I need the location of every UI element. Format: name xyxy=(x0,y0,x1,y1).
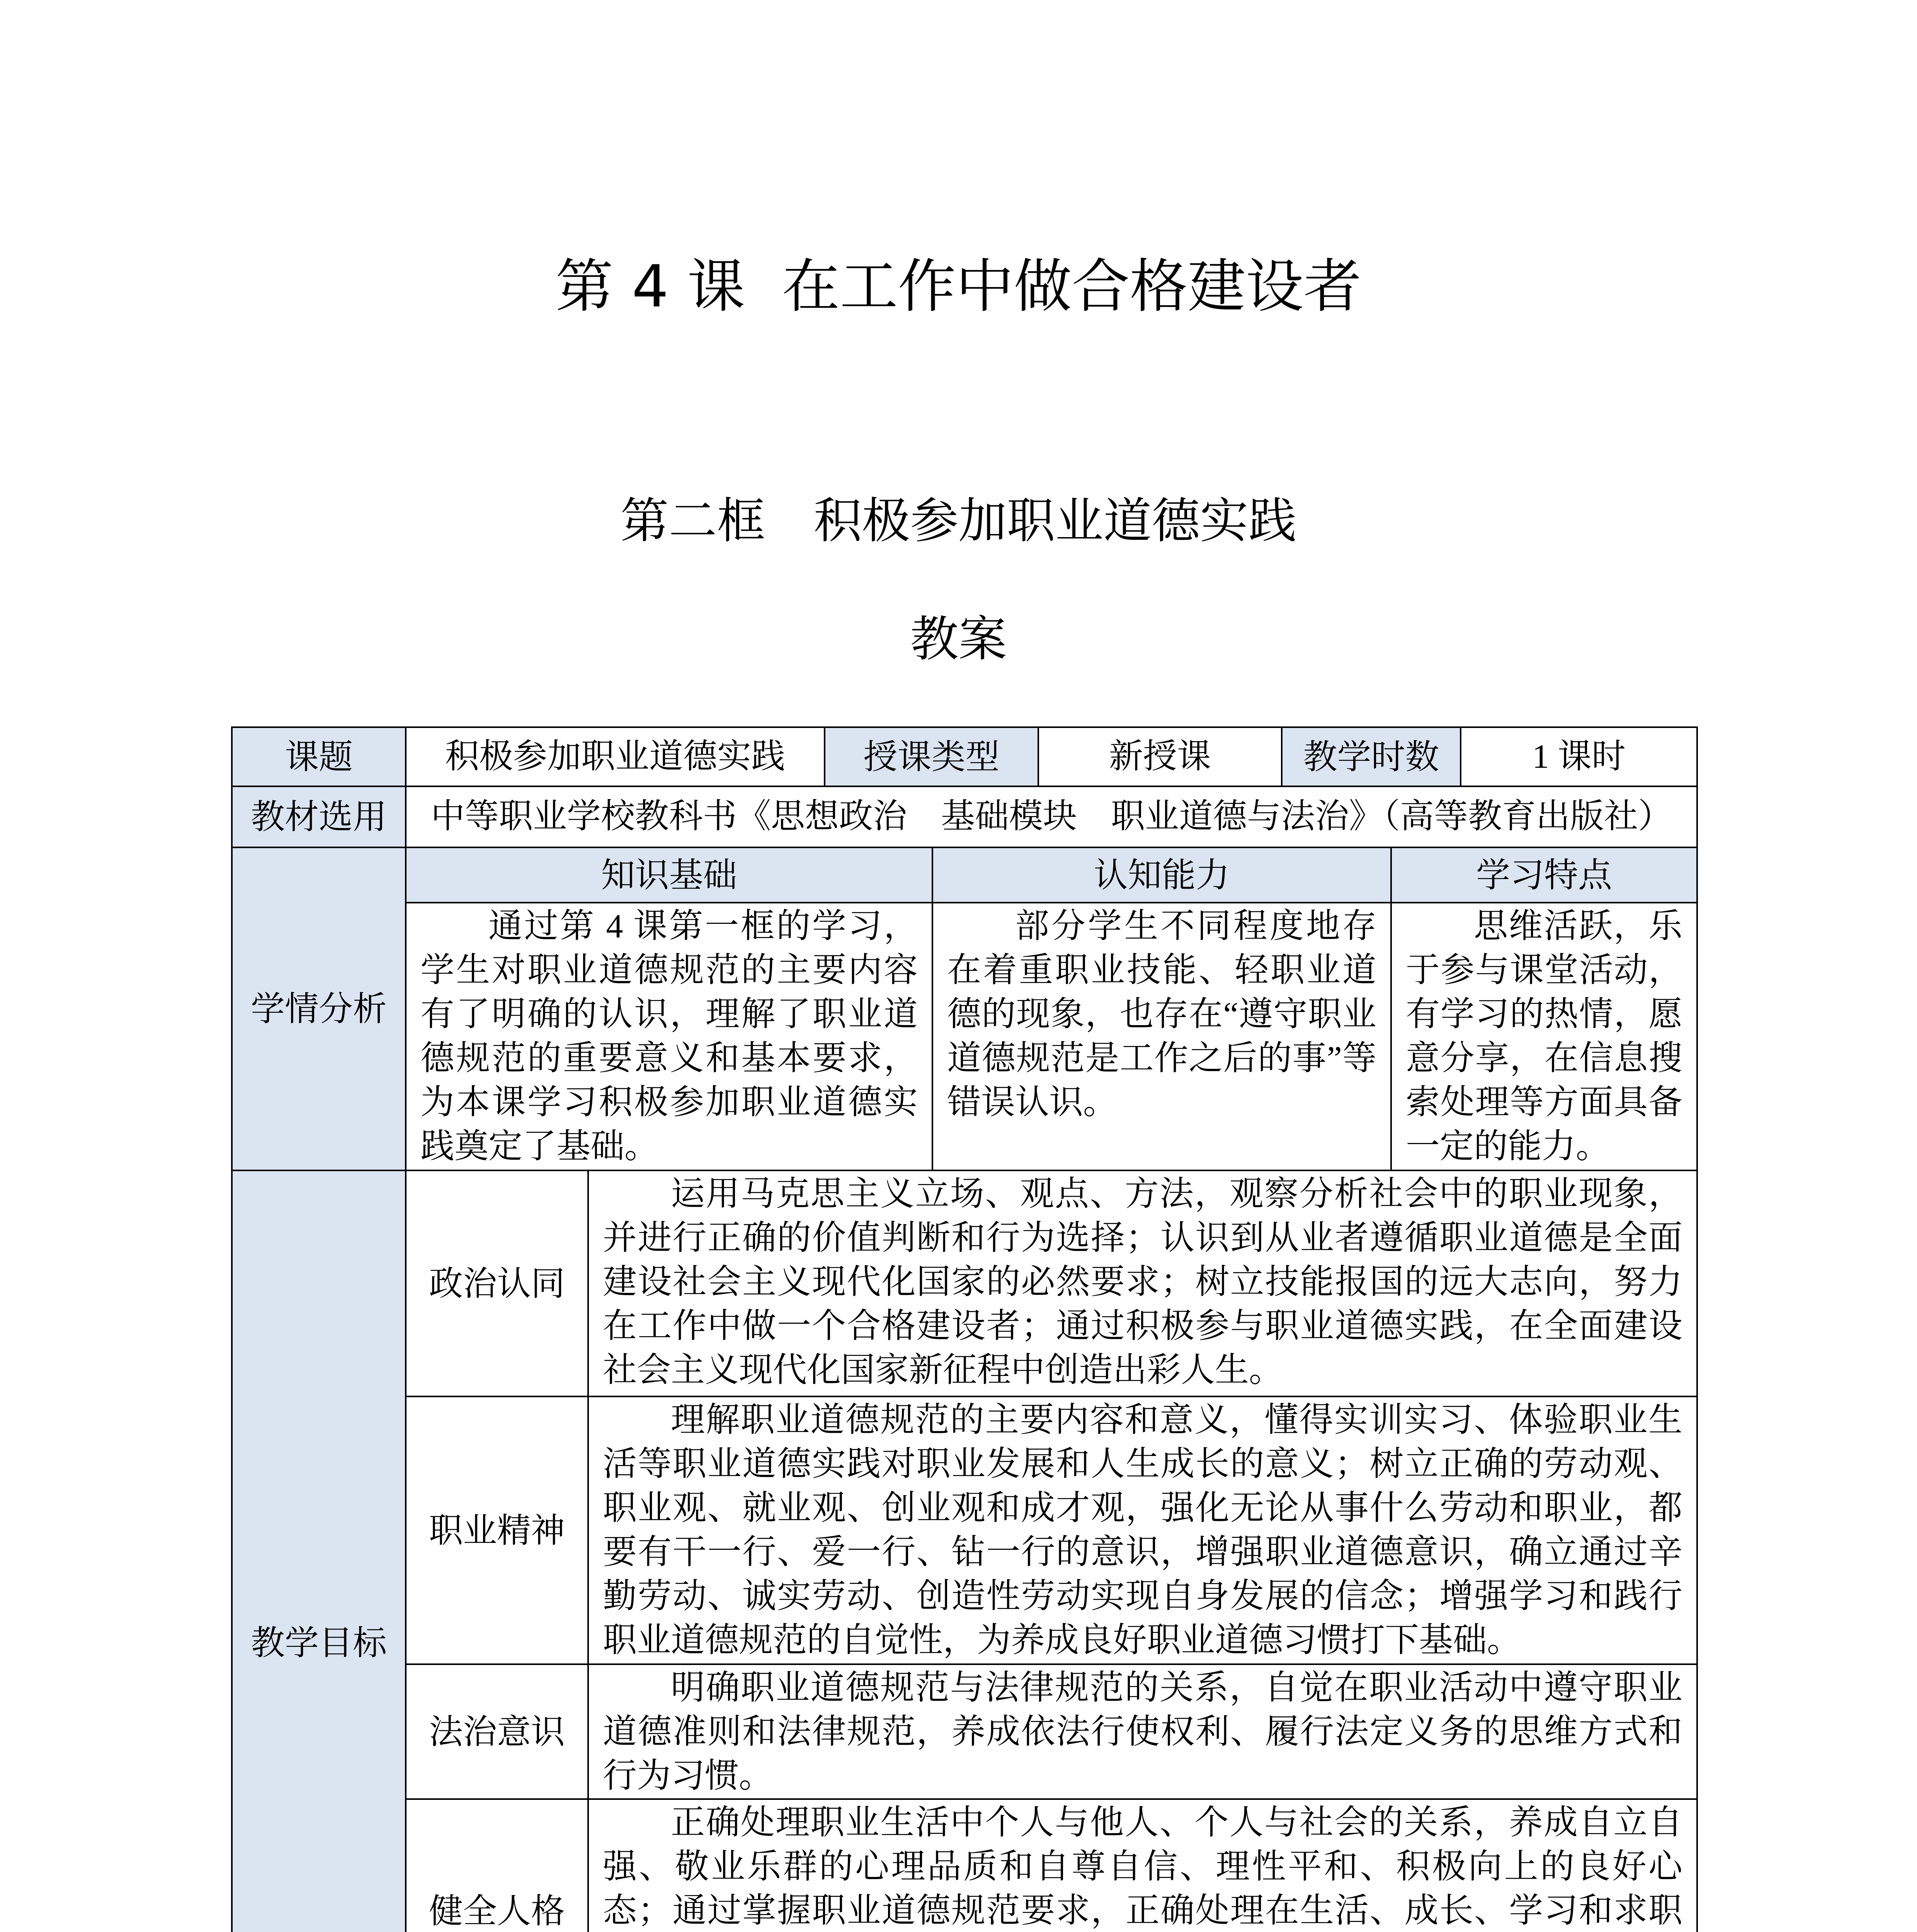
objective-text-professional-spirit: 理解职业道德规范的主要内容和意义，懂得实训实习、体验职业生活等职业道德实践对职业发展和人生成长的意义；树立正确的劳动观、职业观、就业观、创业观和成才观，强化无论从事什么劳动和职业，都要有干一行、爱一行、钻一行的意识，增强职业道德意识，确立通过辛勤劳动、诚实劳动、创造性劳动实现自身发展的信念；增强学习和践行职业道德规范的自觉性，为养成良好职业道德习惯打下基础。 xyxy=(588,1396,1697,1664)
table-row-objective xyxy=(232,1799,1697,1932)
cognitive-ability-text: 部分学生不同程度地存在着重职业技能、轻职业道德的现象，也存在“遵守职业道德规范是工作之后的事”等错误认识。 xyxy=(932,903,1391,1170)
table-row-objective xyxy=(232,1170,1697,1396)
table-row-textbook xyxy=(232,786,1697,847)
topic-label: 课题 xyxy=(232,727,406,786)
student-analysis-label: 学情分析 xyxy=(232,847,406,1170)
teaching-objectives-label: 教学目标 xyxy=(232,1170,406,1932)
objective-label-professional-spirit: 职业精神 xyxy=(406,1396,588,1664)
document-type-heading: 教案 xyxy=(910,611,1007,667)
objective-text-rule-of-law: 明确职业道德规范与法律规范的关系，自觉在职业活动中遵守职业道德准则和法律规范，养成依法行使权利、履行法定义务的思维方式和行为习惯。 xyxy=(588,1664,1697,1799)
objective-label-rule-of-law: 法治意识 xyxy=(406,1664,588,1799)
teaching-hours-value: 1 课时 xyxy=(1461,727,1697,786)
objective-label-sound-personality: 健全人格 xyxy=(406,1799,588,1932)
table-row-topic xyxy=(232,727,1697,786)
lesson-title: 第 4 课 在工作中做合格建设者 xyxy=(555,253,1362,320)
section-subtitle: 第二框 积极参加职业道德实践 xyxy=(620,493,1297,549)
lesson-type-label: 授课类型 xyxy=(825,727,1038,786)
cognitive-ability-header: 认知能力 xyxy=(932,847,1391,903)
textbook-value: 中等职业学校教科书《思想政治 基础模块 职业道德与法治》（高等教育出版社） xyxy=(406,786,1697,847)
knowledge-base-text: 通过第 4 课第一框的学习，学生对职业道德规范的主要内容有了明确的认识，理解了职业道德规范的重要意义和基本要求，为本课学习积极参加职业道德实践奠定了基础。 xyxy=(406,903,932,1170)
table-row-student-analysis-content xyxy=(232,903,1697,1170)
table-row-student-analysis-headers xyxy=(232,847,1697,903)
learning-traits-text: 思维活跃，乐于参与课堂活动，有学习的热情，愿意分享，在信息搜索处理等方面具备一定的能力。 xyxy=(1391,903,1697,1170)
textbook-label: 教材选用 xyxy=(232,786,406,847)
lesson-plan-table xyxy=(231,726,1698,1932)
teaching-hours-label: 教学时数 xyxy=(1282,727,1461,786)
knowledge-base-header: 知识基础 xyxy=(406,847,932,903)
topic-value: 积极参加职业道德实践 xyxy=(406,727,825,786)
objective-label-political-identity: 政治认同 xyxy=(406,1170,588,1396)
table-row-objective xyxy=(232,1396,1697,1664)
learning-traits-header: 学习特点 xyxy=(1391,847,1697,903)
objective-text-political-identity: 运用马克思主义立场、观点、方法，观察分析社会中的职业现象，并进行正确的价值判断和行为选择；认识到从业者遵循职业道德是全面建设社会主义现代化国家的必然要求；树立技能报国的远大志向，努力在工作中做一个合格建设者；通过积极参与职业道德实践，在全面建设社会主义现代化国家新征程中创造出彩人生。 xyxy=(588,1170,1697,1396)
objective-text-sound-personality: 正确处理职业生活中个人与他人、个人与社会的关系，养成自立自强、敬业乐群的心理品质和自尊自信、理性平和、积极向上的良好心态；通过掌握职业道德规范要求，正确处理在生活、成长、学习和求职 xyxy=(588,1799,1697,1932)
lesson-type-value: 新授课 xyxy=(1038,727,1282,786)
table-row-objective xyxy=(232,1664,1697,1799)
